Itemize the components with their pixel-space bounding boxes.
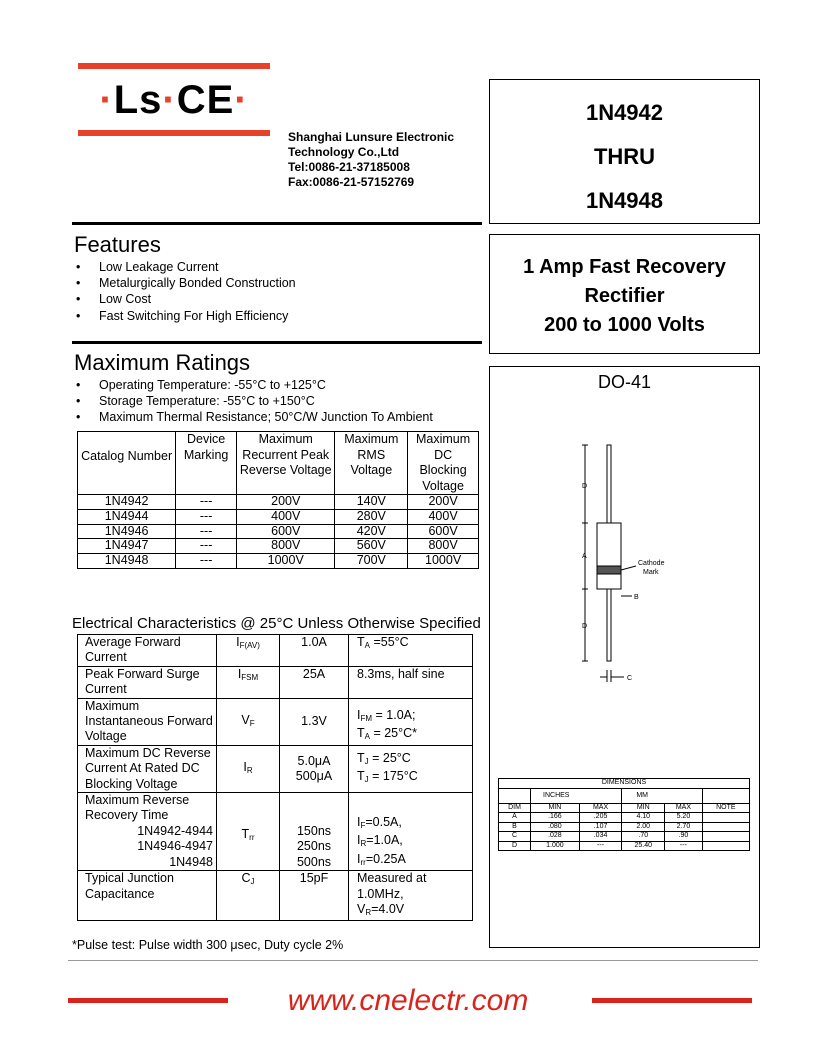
ratings-title: Maximum Ratings [74,350,251,375]
cathode-label-2: Mark [643,569,659,576]
diode-lead-bottom [607,589,611,661]
table-row: 1N4948 --- 1000V 700V 1000V [78,554,479,569]
description-box [489,234,760,354]
pulse-test-note: *Pulse test: Pulse width 300 μsec, Duty cycle 2% [72,938,344,952]
company-name-2: Technology Co.,Ltd [288,145,400,159]
company-name: Shanghai Lunsure Electronic [288,130,455,144]
features-title: Features [74,232,161,257]
dimensions-row: D 1.000 --- 25.40 --- [499,841,750,851]
description-line-3: 200 to 1000 Volts [544,314,705,336]
table-row: Maximum Reverse Recovery Time 1N4942-4944 1N4946-4947 1N4948 $T_{rr}$ 150ns 250ns 500ns $I_F=0.5A$, $I_R=1.0A$, $I_{rr}=0.25A$ [78,793,473,871]
logo: ·Ls·CE· [99,78,249,122]
logo-bar-top [78,63,270,69]
cathode-band [597,566,621,574]
dimensions-row: A .166 .205 4.10 5.20 [499,813,750,823]
part-to: 1N4948 [585,188,664,213]
table-row: 1N4942 --- 200V 140V 200V [78,495,479,510]
diode-body [597,523,621,589]
table-row: 1N4946 --- 600V 420V 600V [78,524,479,539]
dimensions-row: B .080 .107 2.00 2.70 [499,822,750,832]
dimensions-row: C .028 .034 .70 .90 [499,832,750,842]
features-list [74,259,296,324]
mm-header: MM [622,788,702,803]
list-item: • Storage Temperature: -55°C to +150°C [74,393,433,409]
divider-ratings [72,341,482,344]
part-from: 1N4942 [585,100,664,125]
inches-header: INCHES [531,788,622,803]
dimensions-title: DIMENSIONS [499,779,750,789]
dim-label-b: B [634,594,639,601]
diode-outline-drawing [560,430,680,690]
company-tel: Tel:0086-21-37185008 [288,160,410,174]
divider-features [72,222,482,225]
footer-divider [68,960,758,961]
part-number-box [489,79,760,224]
package-name: DO-41 [597,372,651,392]
table-row: Peak Forward Surge Current $I_{FSM}$ 25A 8.3ms, half sine [78,666,473,698]
dimensions-header-row: DIM MIN MAX MIN MAX NOTE [499,803,750,813]
ratings-header-row: Catalog Number Device Marking Maximum Recurrent Peak Reverse Voltage Maximum RMS Voltage Maximum DC Blocking Voltage [78,432,479,495]
table-row: 1N4947 --- 800V 560V 800V [78,539,479,554]
dim-label-a: A [582,553,587,560]
company-fax: Fax:0086-21-57152769 [288,175,415,189]
electrical-table [77,634,473,921]
table-row: Average Forward Current $I_{F(AV)}$ 1.0A $T_A =55^\circ C$ [78,635,473,667]
description-line-2: Rectifier [584,285,665,307]
company-info [288,130,454,190]
dim-label-d-bottom: D [582,623,588,630]
table-row: Typical Junction Capacitance $C_J$ 15pF Measured at 1.0MHz, $V_R=4.0V$ [78,871,473,921]
list-item: • Low Leakage Current [74,259,296,275]
table-row: Maximum DC Reverse Current At Rated DC Blocking Voltage $I_R$ 5.0μA 500μA $T_J = 25^\circ C$ $T_J = 175^\circ C$ [78,745,473,792]
cathode-label-1: Cathode [638,560,665,567]
footer-url[interactable]: www.cnelectr.com [287,984,529,1017]
dimensions-table [498,778,750,851]
dim-label-d-top: D [582,483,588,490]
dim-label-c: C [627,675,633,682]
part-thru: THRU [593,144,656,169]
ratings-table [77,431,479,569]
list-item: • Maximum Thermal Resistance; 50°C/W Junction To Ambient [74,409,433,425]
description-line-1: 1 Amp Fast Recovery [523,256,726,278]
table-row: 1N4944 --- 400V 280V 400V [78,509,479,524]
diode-lead-top [607,445,611,523]
list-item: • Metalurgically Bonded Construction [74,275,296,291]
logo-bar-bottom [78,130,270,136]
footer-line-right [592,998,752,1003]
list-item: • Low Cost [74,291,296,307]
table-row: Maximum Instantaneous Forward Voltage $V_F$ 1.3V $I_{FM} = 1.0A$; $T_A = 25^\circ C*$ [78,698,473,745]
list-item: • Operating Temperature: -55°C to +125°C [74,377,433,393]
ratings-list [74,377,433,426]
electrical-title: Electrical Characteristics @ 25°C Unless Otherwise Specified [72,615,481,632]
list-item: • Fast Switching For High Efficiency [74,308,296,324]
